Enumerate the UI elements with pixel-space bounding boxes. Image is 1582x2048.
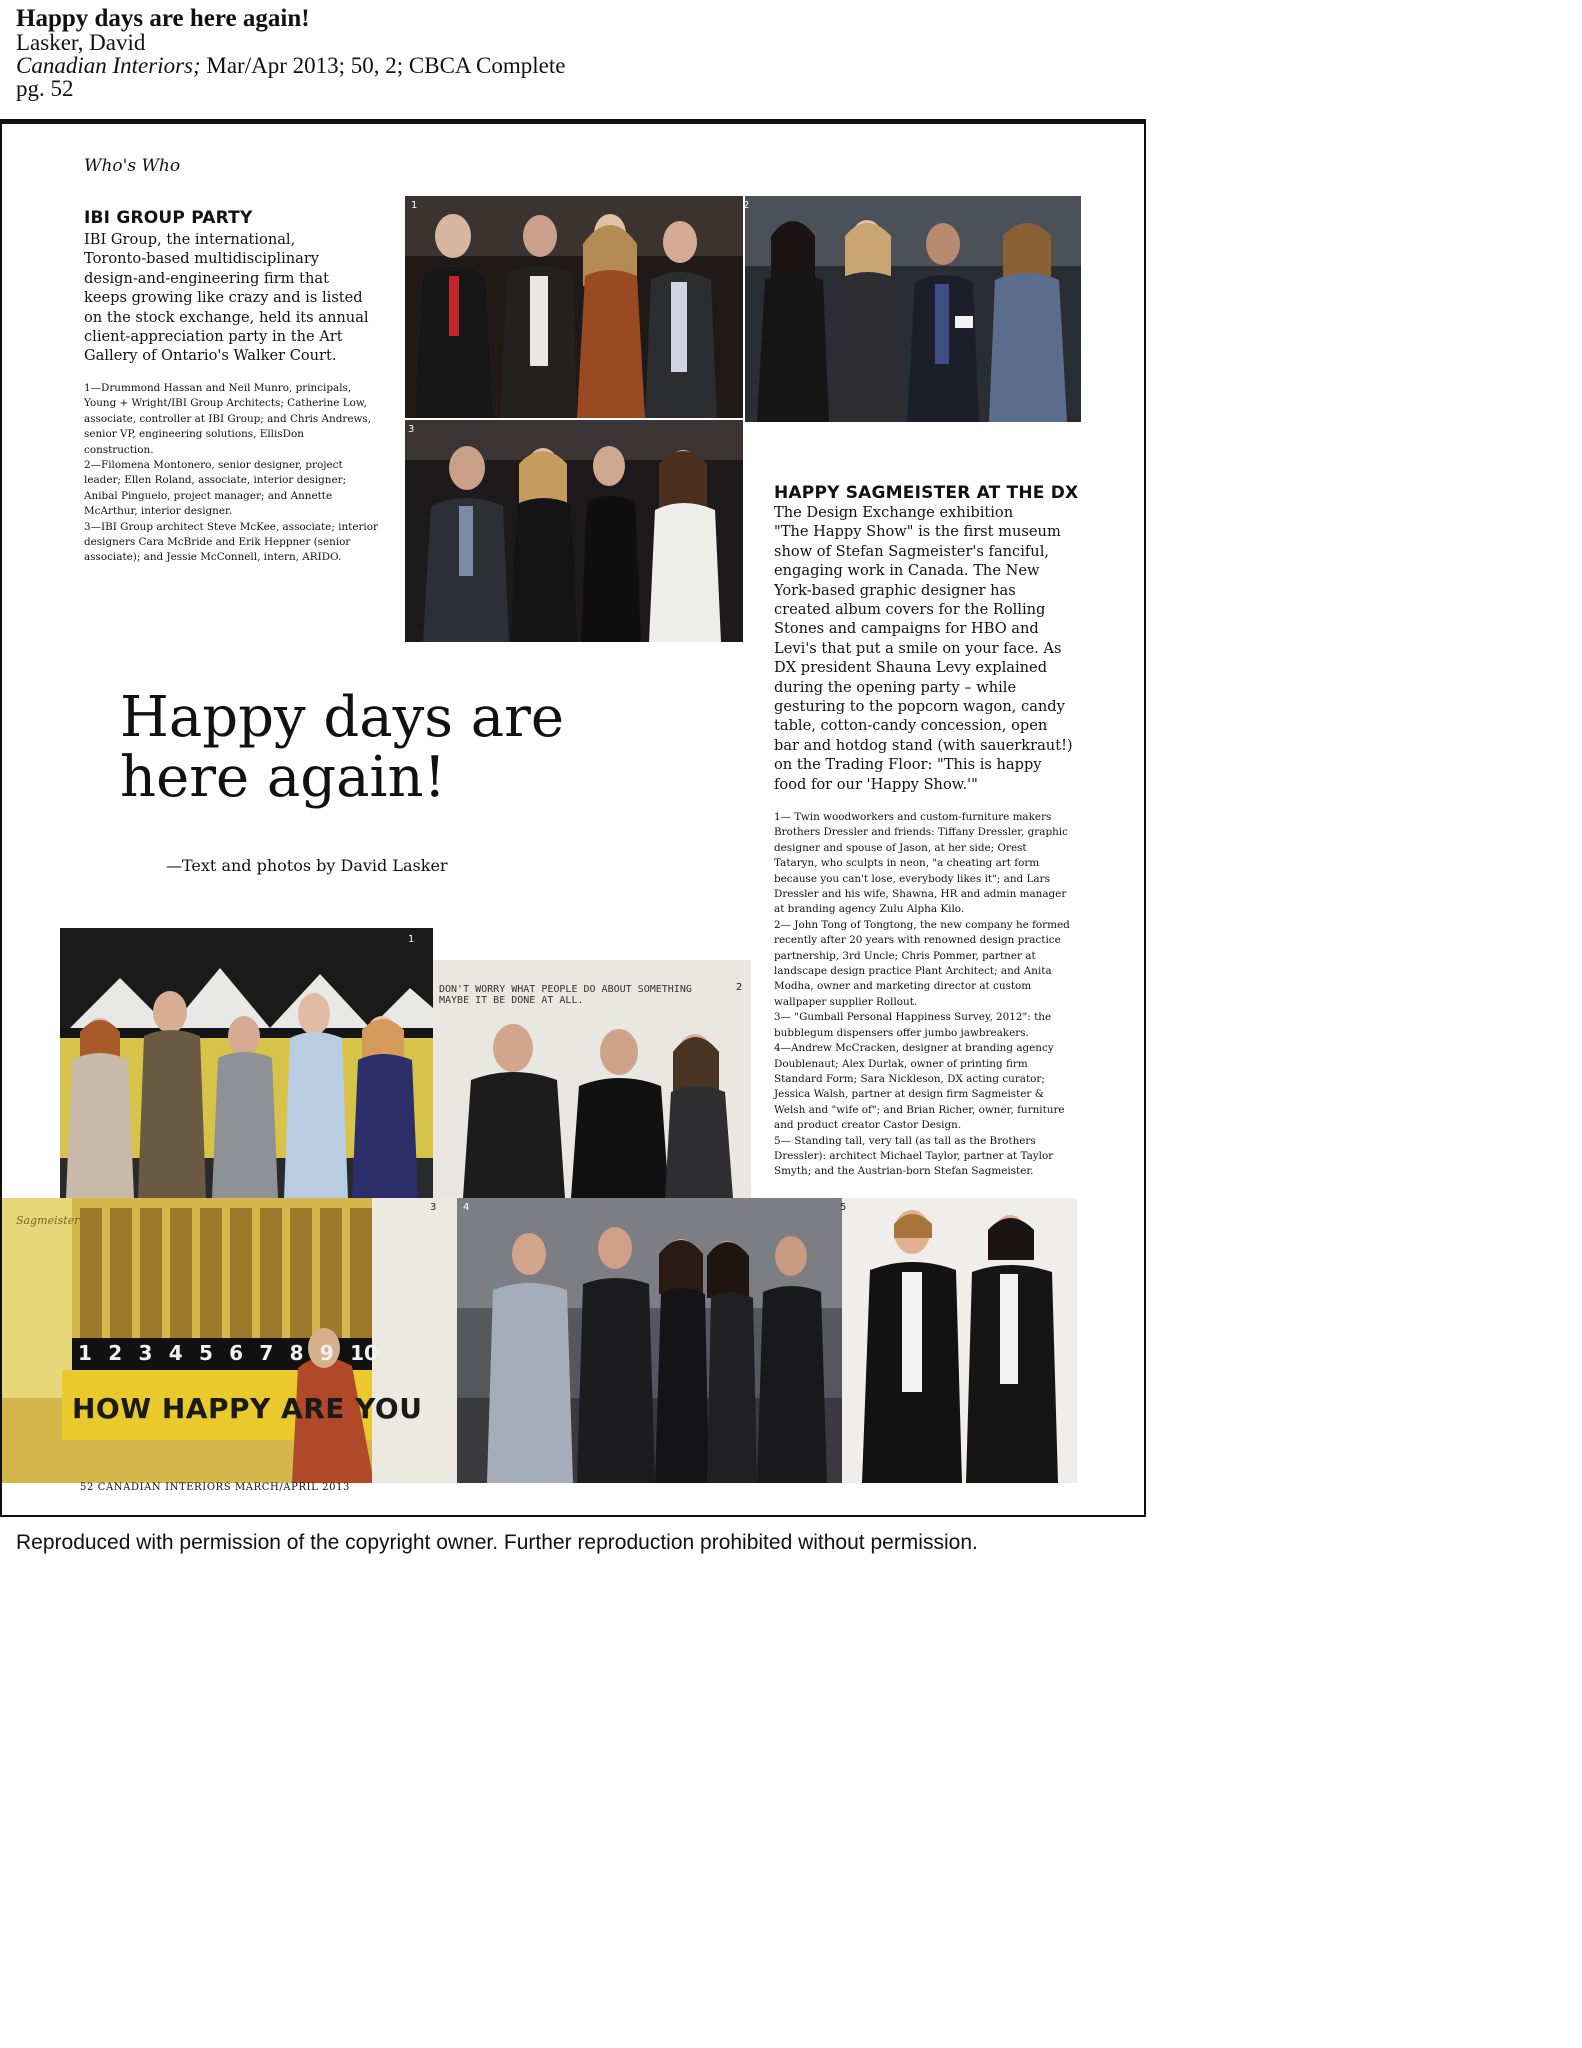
dx-photo-1: [60, 928, 433, 1198]
photo-number: 3: [408, 424, 415, 435]
photo-number: 4: [463, 1202, 470, 1213]
dx-caption-line: 2— John Tong of Tongtong, the new company he formed: [774, 918, 1070, 931]
gumball-number: 5: [198, 1341, 213, 1365]
dx-caption-line: and product creator Castor Design.: [774, 1119, 962, 1132]
dx-caption-line: wallpaper supplier Rollout.: [774, 995, 918, 1008]
photo-number: 2: [743, 200, 750, 211]
citation-page: pg. 52: [16, 76, 74, 101]
dx-captions: [774, 810, 1104, 1180]
gumball-number: 10: [350, 1341, 378, 1365]
citation-title: Happy days are here again!: [16, 5, 310, 32]
ibi-photo-1: [405, 196, 743, 418]
page-footer: 52 CANADIAN INTERIORS MARCH/APRIL 2013: [80, 1482, 351, 1493]
dx-body-line: Stones and campaigns for HBO and: [774, 620, 1039, 638]
article-title-line: Happy days are: [120, 685, 565, 750]
citation-source: [16, 54, 565, 77]
dx-photo-2-wall-text: [439, 984, 739, 1006]
ibi-caption-line: leader; Ellen Roland, associate, interior designer;: [84, 474, 347, 487]
byline: —Text and photos by David Lasker: [166, 856, 448, 875]
ibi-caption-line: senior VP, engineering solutions, EllisDon: [84, 428, 304, 441]
dx-caption-line: 1— Twin woodworkers and custom-furniture makers: [774, 811, 1052, 823]
citation-author: Lasker, David: [16, 30, 146, 55]
ibi-body-line: design-and-engineering firm that: [84, 269, 329, 287]
dx-caption-line: Modha, owner and marketing director at custom: [774, 980, 1032, 993]
gumball-number: 6: [229, 1341, 244, 1365]
ibi-caption-line: 3—IBI Group architect Steve McKee, associate; interior: [84, 520, 378, 533]
citation-issue: Mar/Apr 2013; 50, 2; CBCA Complete: [200, 53, 566, 78]
ibi-body-line: keeps growing like crazy and is listed: [84, 289, 363, 307]
dx-caption-line: 3— "Gumball Personal Happiness Survey, 2012": the: [774, 1011, 1052, 1024]
gumball-number: 2: [108, 1341, 123, 1365]
ibi-body-line: on the stock exchange, held its annual: [84, 308, 369, 326]
dx-caption-line: Welsh and "wife of"; and Brian Richer, owner, furniture: [774, 1103, 1065, 1116]
dx-body-line: bar and hotdog stand (with sauerkraut!): [774, 736, 1073, 754]
dx-body-line: The Design Exchange exhibition: [774, 504, 1014, 521]
ibi-caption-line: 1—Drummond Hassan and Neil Munro, principals,: [84, 382, 352, 394]
section-label: Who's Who: [84, 156, 181, 176]
photo-number: 1: [408, 934, 415, 945]
article-title: [120, 685, 680, 810]
dx-body-line: show of Stefan Sagmeister's fanciful,: [774, 542, 1050, 560]
dx-caption-line: Standard Form; Sara Nickleson, DX acting curator;: [774, 1072, 1045, 1085]
gumball-number: 3: [138, 1341, 153, 1365]
dx-body-line: engaging work in Canada. The New: [774, 562, 1040, 580]
ibi-photo-3-image: [405, 420, 743, 642]
ibi-body-line: Toronto-based multidisciplinary: [84, 250, 320, 268]
ibi-body-line: client-appreciation party in the Art: [84, 328, 343, 346]
dx-caption-line: landscape design practice Plant Architect; and Anita: [774, 965, 1052, 978]
citation-journal: Canadian Interiors;: [16, 53, 201, 78]
ibi-heading: IBI GROUP PARTY: [84, 208, 253, 228]
ibi-body-line: IBI Group, the international,: [84, 231, 296, 248]
dx-photo-2: [433, 960, 751, 1198]
dx-caption-line: recently after 20 years with renowned design practice: [774, 934, 1061, 947]
ibi-caption-line: associate, controller at IBI Group; and Chris Andrews,: [84, 412, 372, 425]
dx-caption-line: designer and spouse of Jason, at her side; Orest: [774, 841, 1027, 854]
ibi-body-line: Gallery of Ontario's Walker Court.: [84, 347, 337, 365]
ibi-captions: [84, 381, 404, 566]
dx-photo-4-image: [457, 1198, 842, 1483]
dx-body-line: on the Trading Floor: "This is happy: [774, 756, 1042, 774]
ibi-body: [84, 230, 404, 366]
dx-caption-line: at branding agency Zulu Alpha Kilo.: [774, 903, 965, 916]
dx-caption-line: Doublenaut; Alex Durlak, owner of printing firm: [774, 1057, 1028, 1070]
dx-photo-3-wall-logo: Sagmeister: [16, 1214, 80, 1227]
dx-body-line: food for our 'Happy Show.'": [774, 775, 978, 793]
ibi-caption-line: 2—Filomena Montonero, senior designer, project: [84, 459, 343, 472]
dx-caption-line: bubblegum dispensers offer jumbo jawbreakers.: [774, 1026, 1029, 1039]
wall-text-line: MAYBE IT BE DONE AT ALL.: [439, 995, 584, 1006]
article-title-line: here again!: [120, 745, 447, 810]
dx-photo-1-image: [60, 928, 433, 1198]
dx-caption-line: 4—Andrew McCracken, designer at branding agency: [774, 1042, 1054, 1055]
photo-number: 3: [430, 1202, 437, 1213]
ibi-caption-line: construction.: [84, 443, 154, 456]
how-happy-sign: HOW HAPPY ARE YOU: [72, 1392, 423, 1425]
ibi-caption-line: McArthur, interior designer.: [84, 505, 233, 518]
dx-caption-line: partnership, 3rd Uncle; Chris Pommer, partner at: [774, 949, 1036, 962]
dx-body-line: DX president Shauna Levy explained: [774, 659, 1048, 677]
ibi-photo-1-image: [405, 196, 743, 418]
dx-body-line: created album covers for the Rolling: [774, 601, 1046, 619]
ibi-photo-3: [405, 420, 743, 642]
ibi-caption-line: designers Cara McBride and Erik Heppner (senior: [84, 536, 351, 549]
ibi-photo-2-image: [745, 196, 1081, 422]
dx-caption-line: 5— Standing tall, very tall (as tall as the Brothers: [774, 1134, 1036, 1147]
photo-number: 1: [411, 200, 418, 211]
dx-body-line: Levi's that put a smile on your face. As: [774, 639, 1062, 657]
gumball-number: 9: [319, 1341, 334, 1365]
photo-number: 2: [736, 982, 743, 993]
dx-body: [774, 503, 1104, 794]
dx-photo-4: [457, 1198, 842, 1483]
dx-body-line: "The Happy Show" is the first museum: [774, 523, 1061, 541]
dx-photo-5-image: [842, 1198, 1077, 1483]
ibi-photo-2: [745, 196, 1081, 422]
dx-caption-line: Tataryn, who sculpts in neon, "a cheating art form: [774, 857, 1040, 870]
ibi-caption-line: associate); and Jessie McConnell, intern, ARIDO.: [84, 551, 342, 564]
gumball-number: 1: [78, 1341, 92, 1365]
dx-caption-line: Dressler): architect Michael Taylor, partner at Taylor: [774, 1149, 1054, 1162]
dx-photo-5: [842, 1198, 1077, 1483]
dx-body-line: table, cotton-candy concession, open: [774, 717, 1048, 735]
dx-heading: HAPPY SAGMEISTER AT THE DX: [774, 483, 1079, 503]
ibi-caption-line: Young + Wright/IBI Group Architects; Catherine Low,: [84, 397, 367, 410]
dx-caption-line: Brothers Dressler and friends: Tiffany Dressler, graphic: [774, 826, 1068, 839]
copyright-notice: Reproduced with permission of the copyright owner. Further reproduction prohibited without permission.: [16, 1531, 978, 1554]
wall-text-line: DON'T WORRY WHAT PEOPLE DO ABOUT SOMETHING: [439, 984, 692, 995]
photo-number: 5: [840, 1202, 847, 1213]
dx-body-line: during the opening party – while: [774, 678, 1017, 696]
dx-caption-line: Smyth; and the Austrian-born Stefan Sagmeister.: [774, 1165, 1034, 1178]
gumball-numbers: [78, 1341, 378, 1365]
gumball-number: 8: [289, 1341, 304, 1365]
gumball-number: 7: [259, 1341, 274, 1365]
dx-photo-3: [2, 1198, 457, 1483]
dx-body-line: York-based graphic designer has: [774, 581, 1016, 599]
dx-caption-line: because you can't lose, everybody likes it"; and Lars: [774, 872, 1050, 885]
ibi-caption-line: Anibal Pinguelo, project manager; and Annette: [84, 489, 333, 502]
gumball-number: 4: [168, 1341, 183, 1365]
dx-caption-line: Jessica Walsh, partner at design firm Sagmeister &: [774, 1088, 1044, 1101]
dx-caption-line: Dressler and his wife, Shawna, HR and admin manager: [774, 888, 1067, 901]
dx-body-line: gesturing to the popcorn wagon, candy: [774, 698, 1065, 716]
